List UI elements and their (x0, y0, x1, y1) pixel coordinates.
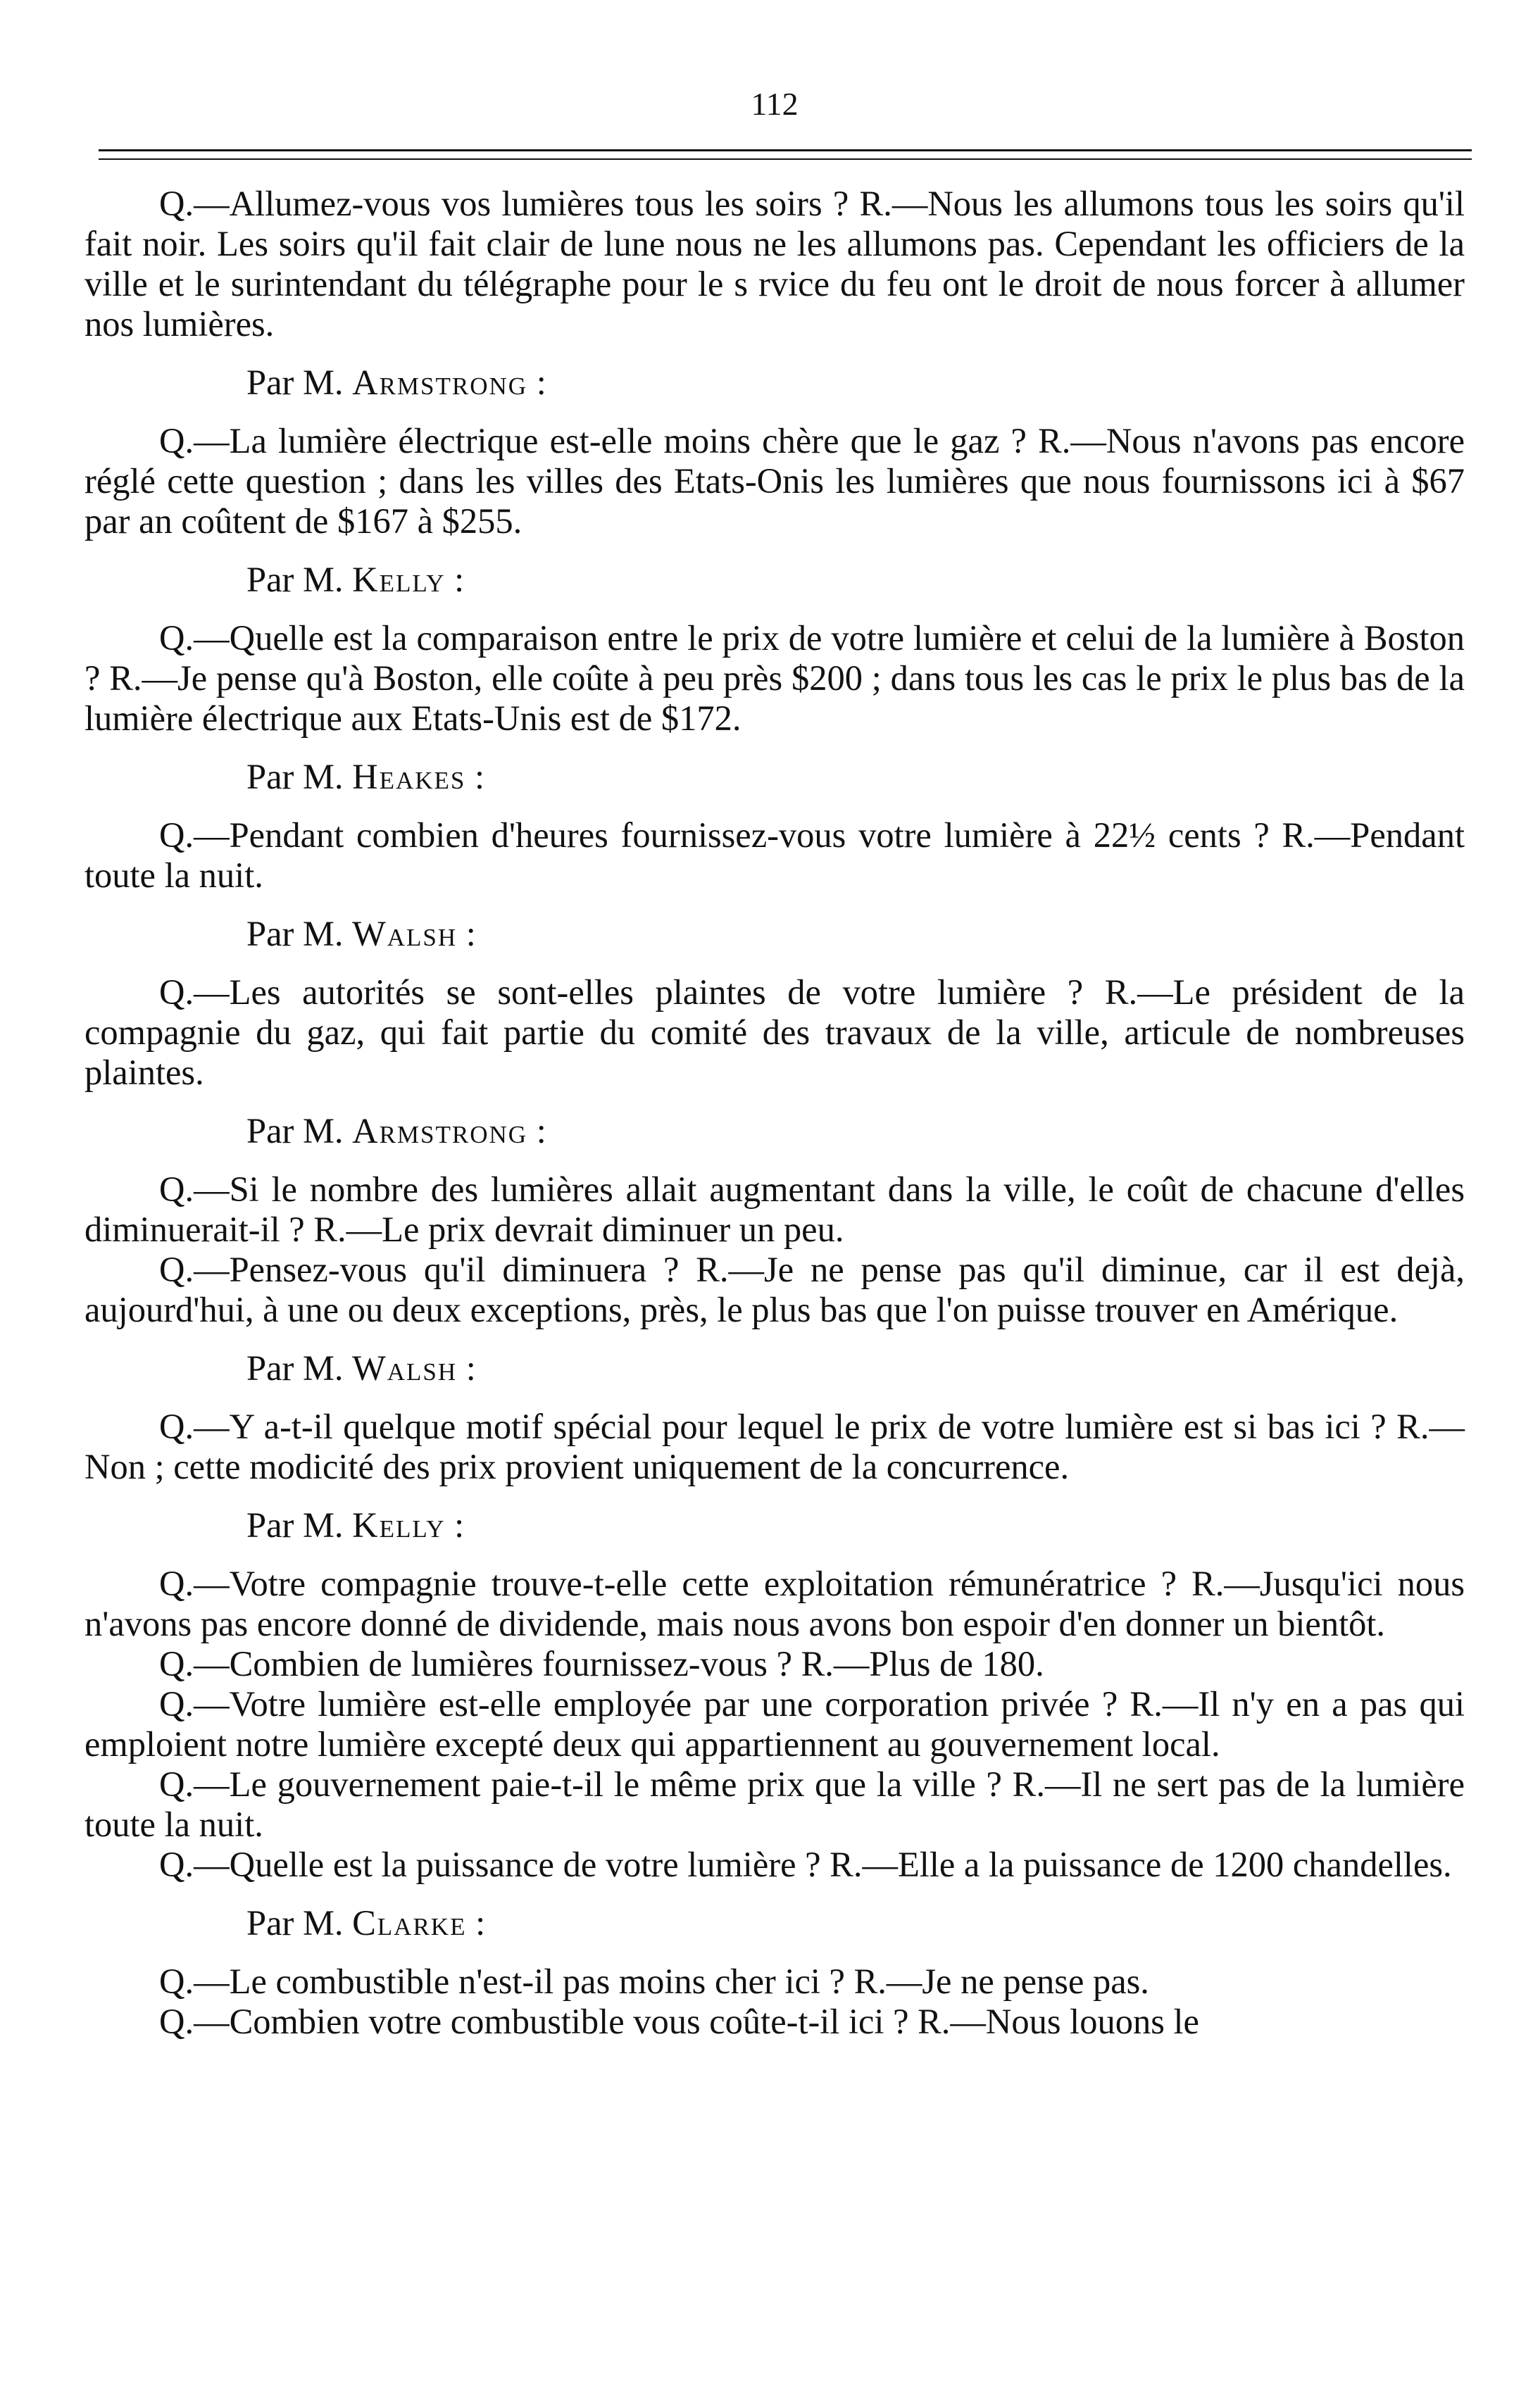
speaker-heading (246, 1903, 1465, 1943)
speaker-heading (246, 914, 1465, 954)
speaker-name: Armstrong (352, 363, 528, 402)
speaker-prefix: Par M. (246, 560, 353, 599)
testimony-paragraph: Q.—Combien de lumières fournissez-vous ? R.—Plus de 180. (159, 1644, 1044, 1683)
speaker-heading (246, 1505, 1465, 1545)
testimony-paragraph: Q.—Quelle est la puissance de votre lumière ? R.—Elle a la puissance de 1200 chandelles. (159, 1845, 1452, 1884)
speaker-prefix: Par M. (246, 1111, 353, 1150)
speaker-prefix: Par M. (246, 1903, 353, 1943)
testimony-paragraph: Q.—Si le nombre des lumières allait augmentant dans la ville, le coût de chacune d'elles diminuerait-il ? R.—Le prix devrait diminuer un peu. (85, 1169, 1465, 1249)
speaker-name: Walsh (352, 1348, 458, 1388)
speaker-heading (246, 1111, 1465, 1151)
testimony-paragraph: Q.—Votre compagnie trouve-t-elle cette exploitation rémunératrice ? R.—Jusqu'ici nous n'avons pas encore donné de dividende, mais nous avons bon espoir d'en donner un bientôt. (85, 1564, 1465, 1643)
testimony-paragraph: Q.—Les autorités se sont-elles plaintes de votre lumière ? R.—Le président de la compagnie du gaz, qui fait partie du comité des travaux de la ville, articule de nombreuses plaintes. (85, 972, 1465, 1092)
speaker-name: Kelly (352, 560, 446, 599)
testimony-paragraph: Q.—Quelle est la comparaison entre le prix de votre lumière et celui de la lumière à Boston ? R.—Je pense qu'à Boston, elle coûte à peu près $200 ; dans tous les cas le prix le plus bas de la lumière électrique aux Etats-Unis est de $172. (85, 618, 1465, 738)
speaker-heading (246, 757, 1465, 797)
speaker-name: Walsh (352, 914, 458, 953)
speaker-suffix: : (457, 1348, 476, 1388)
speaker-heading (246, 1348, 1465, 1388)
speaker-suffix: : (466, 1903, 486, 1943)
speaker-prefix: Par M. (246, 757, 353, 796)
speaker-suffix: : (527, 1111, 546, 1150)
speaker-name: Heakes (352, 757, 466, 796)
testimony-paragraph: Q.—La lumière électrique est-elle moins chère que le gaz ? R.—Nous n'avons pas encore réglé cette question ; dans les villes des Etats-Onis les lumières que nous fournissons ici à $67 par an coûtent de $167 à $255. (85, 421, 1465, 541)
document-page (85, 84, 1465, 2366)
speaker-prefix: Par M. (246, 1505, 353, 1545)
speaker-prefix: Par M. (246, 914, 353, 953)
testimony-paragraph: Q.—Y a-t-il quelque motif spécial pour lequel le prix de votre lumière est si bas ici ? R.—Non ; cette modicité des prix provient uniquement de la concurrence. (85, 1407, 1465, 1486)
testimony-paragraph: Q.—Pendant combien d'heures fournissez-vous votre lumière à 22½ cents ? R.—Pendant toute la nuit. (85, 815, 1465, 895)
body-text (85, 184, 1465, 2042)
testimony-paragraph: Q.—Pensez-vous qu'il diminuera ? R.—Je ne pense pas qu'il diminue, car il est dejà, aujourd'hui, à une ou deux exceptions, près, le plus bas que l'on puisse trouver en Amérique. (85, 1250, 1465, 1329)
speaker-prefix: Par M. (246, 363, 353, 402)
speaker-suffix: : (465, 757, 485, 796)
testimony-paragraph: Q.—Combien votre combustible vous coûte-t-il ici ? R.—Nous louons le (159, 2002, 1199, 2041)
speaker-prefix: Par M. (246, 1348, 353, 1388)
testimony-paragraph: Q.—Le combustible n'est-il pas moins cher ici ? R.—Je ne pense pas. (159, 1962, 1149, 2001)
header-rule-thin (99, 158, 1472, 160)
page-number: 112 (751, 86, 799, 122)
header-rule-thick (99, 149, 1472, 151)
speaker-suffix: : (445, 1505, 465, 1545)
speaker-heading (246, 363, 1465, 403)
speaker-suffix: : (457, 914, 476, 953)
testimony-paragraph: Q.—Allumez-vous vos lumières tous les soirs ? R.—Nous les allumons tous les soirs qu'il fait noir. Les soirs qu'il fait clair de lune nous ne les allumons pas. Cependant les officiers de la ville et le surintendant du télégraphe pour le s rvice du feu ont le droit de nous forcer à allumer nos lumières. (85, 184, 1465, 344)
testimony-paragraph: Q.—Votre lumière est-elle employée par une corporation privée ? R.—Il n'y en a pas qui emploient notre lumière excepté deux qui appartiennent au gouvernement local. (85, 1684, 1465, 1764)
speaker-name: Armstrong (352, 1111, 528, 1150)
testimony-paragraph: Q.—Le gouvernement paie-t-il le même prix que la ville ? R.—Il ne sert pas de la lumière toute la nuit. (85, 1764, 1465, 1844)
speaker-suffix: : (527, 363, 546, 402)
speaker-heading (246, 560, 1465, 600)
speaker-suffix: : (445, 560, 465, 599)
speaker-name: Kelly (352, 1505, 446, 1545)
speaker-name: Clarke (352, 1903, 467, 1943)
